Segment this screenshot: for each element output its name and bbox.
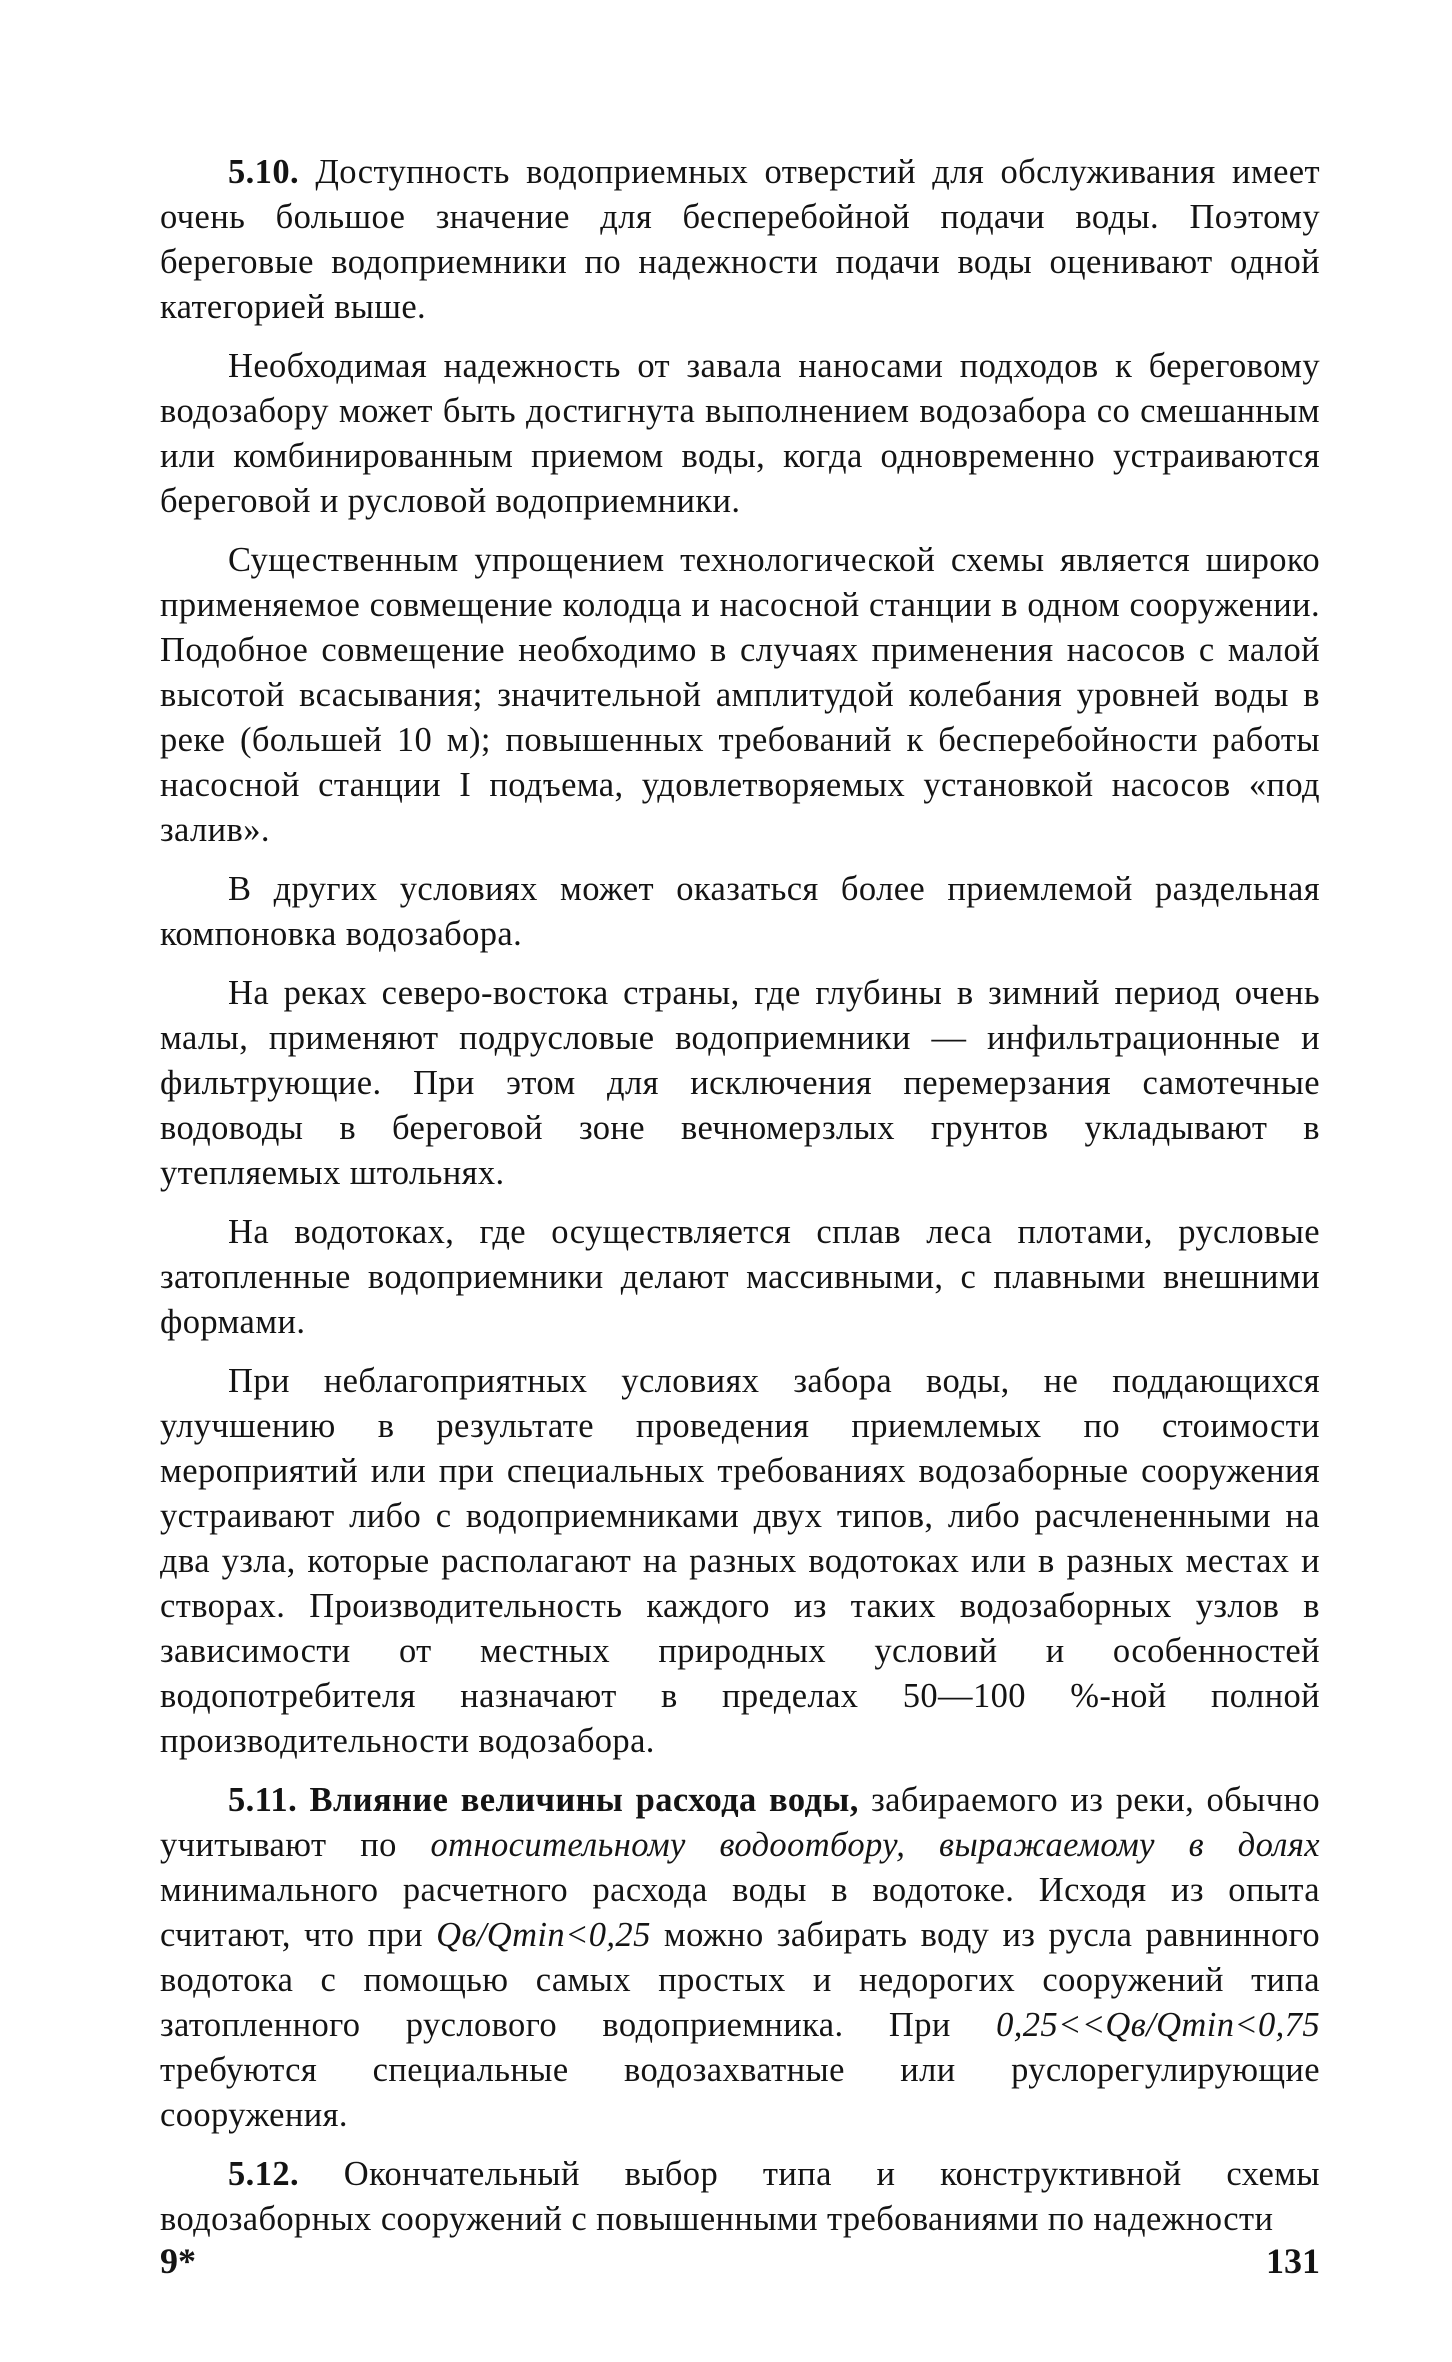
paragraph-text: В других условиях может оказаться более приемлемой раздельная компоновка водозабора. — [160, 870, 1320, 953]
paragraph-5-10-b — [160, 344, 1320, 524]
paragraph-text: При неблагоприятных условиях забора воды, не поддающихся улучшению в результате проведения приемлемых по стоимости мероприятий или при специальных требованиях водозаборные сооружения устраивают либо с водоприемниками двух типов, либо расчлененными на два узла, которые располагают на разных водотоках или в разных местах и створах. Производительность каждого из таких водозаборных узлов в зависимости от местных природных условий и особенностей водопотребителя назначают в пределах 50—100 %-ной полной производительности водозабора. — [160, 1362, 1320, 1760]
paragraph-5-10-d — [160, 867, 1320, 957]
signature-mark: 9* — [160, 2241, 196, 2281]
paragraph-text: Необходимая надежность от завала наносами подходов к береговому водозабору может быть достигнута выполнением водозабора со смешанным или комбинированным приемом воды, когда одновременно устраиваются береговой и русловой водоприемники. — [160, 347, 1320, 520]
paragraph-text: можно забирать воду из русла равнинного водотока с помощью самых простых и недорогих сооружений типа затопленного руслового водоприемника. При — [160, 1916, 1321, 2044]
italic-text: относительному водоотбору, выражаемому в долях — [430, 1826, 1320, 1864]
paragraph-5-10-a — [160, 150, 1320, 330]
page-body — [160, 150, 1320, 2256]
paragraph-text: минимального расчетного расхода воды в водотоке. Исходя из опыта считают, что при — [160, 1871, 1320, 1954]
formula: 0,25<<Qв/Qmin<0,75 — [996, 2006, 1320, 2044]
paragraph-text: требуются специальные водозахватные или руслорегулирующие сооружения. — [160, 2051, 1320, 2134]
paragraph-text: Доступность водоприемных отверстий для обслуживания имеет очень большое значение для бесперебойной подачи воды. Поэтому береговые водоприемники по надежности подачи воды оценивают одной категорией выше. — [160, 153, 1320, 326]
paragraph-5-10-e — [160, 971, 1320, 1196]
lead-bold-text: Влияние величины расхода воды, — [309, 1781, 859, 1819]
paragraph-text: Окончательный выбор типа и конструктивной схемы водозаборных сооружений с повышенными требованиями по надежности — [160, 2155, 1320, 2238]
page-number: 131 — [1266, 2241, 1320, 2281]
paragraph-5-10-g — [160, 1359, 1320, 1764]
paragraph-5-10-f — [160, 1210, 1320, 1345]
paragraph-5-11 — [160, 1778, 1320, 2138]
paragraph-text: забираемого из реки, обычно учитывают по — [160, 1781, 1320, 1864]
section-number-5-12: 5.12. — [228, 2155, 299, 2193]
paragraph-text: На водотоках, где осуществляется сплав леса плотами, русловые затопленные водоприемники делают массивными, с плавными внешними формами. — [160, 1213, 1320, 1341]
paragraph-text: На реках северо-востока страны, где глубины в зимний период очень малы, применяют подрусловые водоприемники — инфильтрационные и фильтрующие. При этом для исключения перемерзания самотечные водоводы в береговой зоне вечномерзлых грунтов укладывают в утепляемых штольнях. — [160, 974, 1320, 1192]
paragraph-text: Существенным упрощением технологической схемы является широко применяемое совмещение колодца и насосной станции в одном сооружении. Подобное совмещение необходимо в случаях применения насосов с малой высотой всасывания; значительной амплитудой колебания уровней воды в реке (большей 10 м); повышенных требований к бесперебойности работы насосной станции I подъема, удовлетворяемых установкой насосов «под залив». — [160, 541, 1320, 849]
paragraph-5-10-c — [160, 538, 1320, 853]
section-number-5-11: 5.11. — [228, 1781, 298, 1819]
section-number-5-10: 5.10. — [228, 153, 299, 191]
formula: Qв/Qmin<0,25 — [436, 1916, 651, 1954]
paragraph-5-12 — [160, 2152, 1320, 2242]
